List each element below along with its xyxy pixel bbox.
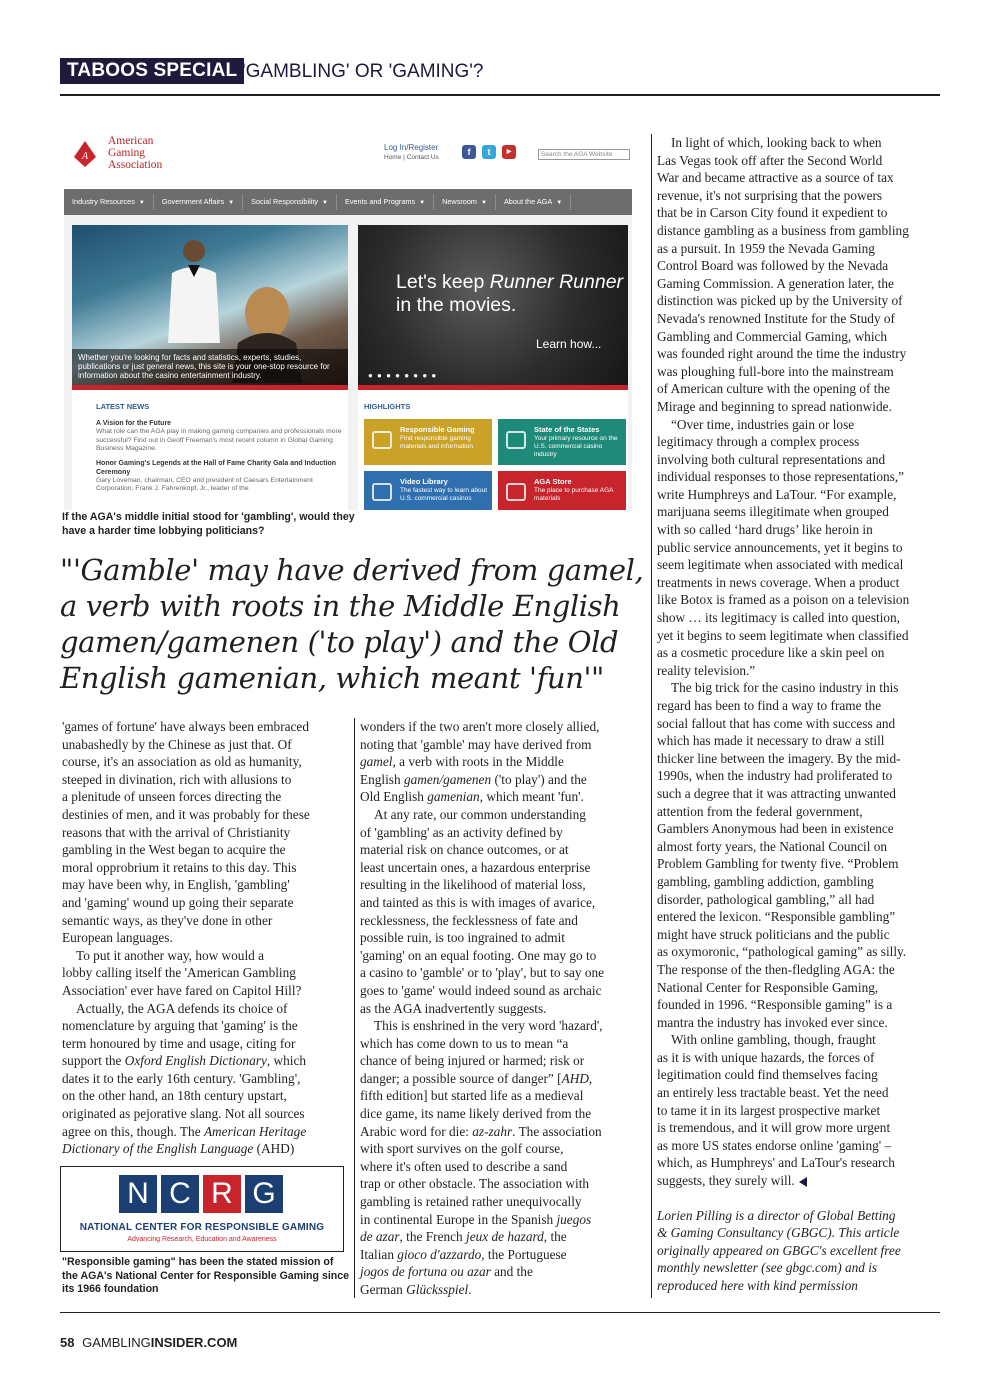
ncrg-tagline: Advancing Research, Education and Awareness <box>127 1236 277 1243</box>
aga-logo-line: Association <box>108 159 163 171</box>
pull-quote <box>60 552 644 696</box>
aga-utility-nav: Log In/Register Home | Contact Us <box>384 143 439 161</box>
promo-slogan: Let's keep Runner Runner in the movies. <box>396 271 624 316</box>
carousel-dots[interactable]: ● ● ● ● ● ● ● ● <box>368 371 438 380</box>
nav-item[interactable]: Newsroom ▼ <box>434 194 496 210</box>
responsible-gaming-icon <box>372 431 392 449</box>
casino-hero-image <box>72 225 348 385</box>
end-of-article-icon <box>799 1177 807 1187</box>
aga-logo <box>68 135 208 175</box>
nav-item[interactable]: Industry Resources ▼ <box>64 194 154 210</box>
learn-how-link[interactable]: Learn how... <box>536 337 602 351</box>
page-header <box>60 57 940 87</box>
highlight-tiles <box>364 419 628 510</box>
ncrg-logo-letters <box>119 1175 283 1213</box>
caret-down-icon: ▼ <box>480 200 487 206</box>
ncrg-logo <box>60 1166 344 1252</box>
aga-page-body <box>64 215 632 510</box>
youtube-icon[interactable]: ▶ <box>502 145 516 159</box>
page-number: 58 <box>60 1335 75 1350</box>
column-rule <box>651 134 652 1298</box>
news-title[interactable]: Honor Gaming's Legends at the Hall of Fame Charity Gala and Induction Ceremony <box>96 459 337 476</box>
body-column-1 <box>62 718 348 1158</box>
author-bio: Lorien Pilling is a director of Global Betting & Gaming Consultancy (GBGC). This article originally appeared on GBGC's excellent free monthly newsletter (see gbgc.com) and is reproduced here with kind permission <box>657 1207 901 1293</box>
tile-state-of-the-states[interactable]: State of the States Your primary resource on the U.S. commercial casino industry <box>498 419 626 465</box>
ncrg-letter: G <box>245 1175 283 1213</box>
section-tag: TABOOS SPECIAL <box>60 58 244 84</box>
page-footer <box>60 1335 237 1350</box>
paragraph: wonders if the two aren't more closely allied, noting that 'gamble' may have derived from gamel, a verb with roots in the Middle English gamen/gamenen ('to play') and the Old English gamenian, which meant 'fun'. <box>360 719 600 805</box>
paragraph: In light of which, looking back to when Las Vegas took off after the Second World War and became attractive as a source of tax revenue, it's not surprising that the powers that be in Carson City found it expedient to distance gambling as a business from gambling as a pursuit. In 1959 the Nevada Gaming Control Board was followed by the Nevada Gaming Commission. A generation later, the distinction was picked up by the University of Nevada's renowned Institute for the Study of Gambling and Commercial Gaming, which was founded right around the time the industry was ploughing full-bore into the mainstream of American culture with the opening of the Mirage and beginning to spread nationwide. <box>657 135 909 414</box>
paragraph: To put it another way, how would a lobby calling itself the 'American Gambling Association' ever have fared on Capitol Hill? <box>62 947 302 998</box>
news-summary: Gary Loveman, chairman, CEO and president of Caesars Entertainment Corporation; Frank J. Fahrenkopf, Jr., leader of the <box>96 476 313 492</box>
aga-main-nav <box>64 189 632 215</box>
aga-logo-text <box>108 135 218 171</box>
caret-down-icon: ▼ <box>419 200 426 206</box>
caret-down-icon: ▼ <box>322 200 328 206</box>
pull-quote-line: English gamenian, which meant 'fun'" <box>60 661 604 695</box>
latest-news-label: LATEST NEWS <box>96 402 150 411</box>
cart-icon <box>506 483 526 501</box>
tile-responsible-gaming[interactable]: Responsible Gaming Find responsible gaming materials and information <box>364 419 492 465</box>
ncrg-letter: C <box>161 1175 199 1213</box>
aga-logo-mark-icon <box>72 139 98 169</box>
nav-item[interactable]: About the AGA ▼ <box>496 194 571 210</box>
paragraph: 'games of fortune' have always been embraced unabashedly by the Chinese as just that. Of course, it's an association as old as humanity, steeped in divination, rich with allusions to a plenitude of unseen forces directing the destinies of men, and it was probably for these reasons that with the arrival of Christianity gambling in the West began to acquire the moral opprobrium it retains to this day. This may have been why, in English, 'gambling' and 'gaming' wound up going their separate semantic ways, as they've done in other European languages. <box>62 719 310 946</box>
svg-text:A: A <box>81 151 89 162</box>
nav-item[interactable]: Events and Programs ▼ <box>337 194 434 210</box>
paragraph: The big trick for the casino industry in this regard has been to find a way to frame the social fallout that has come with success and which has made it necessary to draw a still thicker line between the imagery. By the mid- 1990s, when the industry had proliferated to such a degree that it was attracting unwanted attention from the federal government, Gamblers Anonymous had been in existence almost forty years, the National Council on Problem Gambling for twenty five. “Problem gambling, gambling addiction, gambling disorder, pathological gambling,” all had entered the lexicon. “Responsible gambling” might have struck politicians and the public as oxymoronic, “pathological gaming” as silly. The response of the then-fledgling AGA: the National Center for Responsible Gaming, founded in 1996. “Responsible gaming” is a mantra the industry has invoked ever since. <box>657 680 907 1030</box>
aga-search-input[interactable]: Search the AGA Website <box>538 149 630 160</box>
body-column-2 <box>360 718 644 1299</box>
screenshot-caption: If the AGA's middle initial stood for 'gambling', would they have a harder time lobbying politicians? <box>62 511 355 537</box>
document-icon <box>506 431 526 449</box>
pull-quote-line: gamen/gamenen ('to play') and the Old <box>60 625 619 659</box>
hero-caption: Whether you're looking for facts and statistics, experts, studies, publications or just general news, this site is your one-stop resource for information about the casino entertainment industry. <box>72 349 348 385</box>
aga-website-screenshot <box>62 125 635 510</box>
social-icons <box>462 145 516 159</box>
ncrg-name: NATIONAL CENTER FOR RESPONSIBLE GAMING <box>79 1222 325 1233</box>
dealer-figure <box>164 233 224 343</box>
twitter-icon[interactable]: t <box>482 145 496 159</box>
login-link[interactable]: Log In/Register <box>384 143 439 152</box>
paragraph: This is enshrined in the very word 'hazard', which has come down to us to mean “a chance of being injured or harmed; risk or danger; a possible source of danger” [AHD, fifth edition] but started life as a medieval dice game, its name likely derived from the Arabic word for die: az-zahr. The association with sport survives on the golf course, where it's often used to describe a sand trap or other obstacle. The association with gambling is retained rather unequivocally in continental Europe in the Spanish juegos de azar, the French jeux de hazard, the Italian gioco d'azzardo, the Portuguese jogos de fortuna ou azar and the German Glücksspiel. <box>360 1018 603 1297</box>
home-link[interactable]: Home <box>384 154 402 161</box>
tile-video-library[interactable]: Video Library The fastest way to learn about U.S. commercial casinos <box>364 471 492 510</box>
paragraph: Actually, the AGA defends its choice of nomenclature by arguing that 'gaming' is the term honoured by time and usage, citing for support the Oxford English Dictionary, which dates it to the early 16th century. 'Gambling', on the other hand, an 18th century upstart, originated as pejorative slang. Not all sources agree on this, though. The American Heritage Dictionary of the English Language (AHD) <box>62 1000 307 1157</box>
contact-link[interactable]: Contact Us <box>406 154 439 161</box>
pull-quote-line: "'Gamble' may have derived from gamel, <box>60 553 644 587</box>
header-rule <box>60 94 940 96</box>
publication-name: GAMBLINGINSIDER.COM <box>82 1335 238 1350</box>
news-title[interactable]: A Vision for the Future <box>96 420 172 427</box>
aga-logo-line: Gaming <box>108 147 146 159</box>
nav-item[interactable]: Government Affairs ▼ <box>154 194 243 210</box>
column-rule <box>354 718 355 1298</box>
section-title: 'GAMBLING' OR 'GAMING'? <box>242 61 484 82</box>
footer-rule <box>60 1312 940 1313</box>
latest-news-panel <box>72 390 348 510</box>
facebook-icon[interactable]: f <box>462 145 476 159</box>
paragraph: At any rate, our common understanding of 'gambling' as an activity defined by material risk on chance outcomes, or at least uncertain ones, a hazardous enterprise resulting in the likelihood of material loss, and tainted as this is with images of avarice, recklessness, the fecklessness of fate and possible ruin, is too ingrained to admit 'gaming' on an equal footing. One may go to a casino to 'gamble' or to 'play', but to say one goes to 'game' would indeed sound as archaic as the AGA inadvertently suggests. <box>360 806 605 1016</box>
pull-quote-line: a verb with roots in the Middle English <box>60 589 621 623</box>
body-column-3 <box>657 134 947 1295</box>
ncrg-caption: "Responsible gaming" has been the stated mission of the AGA's National Center for Responsible Gaming since its 1966 foundation <box>62 1256 350 1295</box>
caret-down-icon: ▼ <box>556 200 563 206</box>
ncrg-letter: R <box>203 1175 241 1213</box>
caret-down-icon: ▼ <box>138 200 145 206</box>
paragraph: “Over time, industries gain or lose legitimacy through a complex process involving both cultural representations and individual responses to those representations,” write Humphreys and LaTour. “For example, marijuana seems illegitimate when grouped with so called ‘hard drugs’ like heroin in public service announcements, yet it begins to seem legitimate when associated with medical treatments in news coverage. When a product like Botox is framed as a poison on a television show … its legitimacy is called into question, yet it begins to seem legitimate when classified as a cosmetic procedure like a skin peel on reality television.” <box>657 416 910 678</box>
news-summary: What role can the AGA play in making gaming companies and professionals more successful? Find out in Geoff Freeman's most recent column in Global Gaming Business Magazine. <box>96 428 342 452</box>
highlights-label: HIGHLIGHTS <box>364 402 411 411</box>
caret-down-icon: ▼ <box>228 200 235 206</box>
highlights-panel <box>358 390 628 510</box>
aga-logo-line: American <box>108 135 154 147</box>
promo-banner[interactable] <box>358 225 628 385</box>
paragraph: With online gambling, though, fraught as it is with unique hazards, the forces of legitimation could find themselves facing an entirely less tractable beast. Yet the need to tame it in its largest prospective market is tremendous, and it will grow more urgent as more US states endorse online 'gaming' – which, as Humphreys' and LaTour's research suggests, they surely will. <box>657 1032 895 1189</box>
video-icon <box>372 483 392 501</box>
ncrg-letter: N <box>119 1175 157 1213</box>
tile-aga-store[interactable]: AGA Store The place to purchase AGA materials <box>498 471 626 510</box>
nav-item[interactable]: Social Responsibility ▼ <box>243 194 337 210</box>
